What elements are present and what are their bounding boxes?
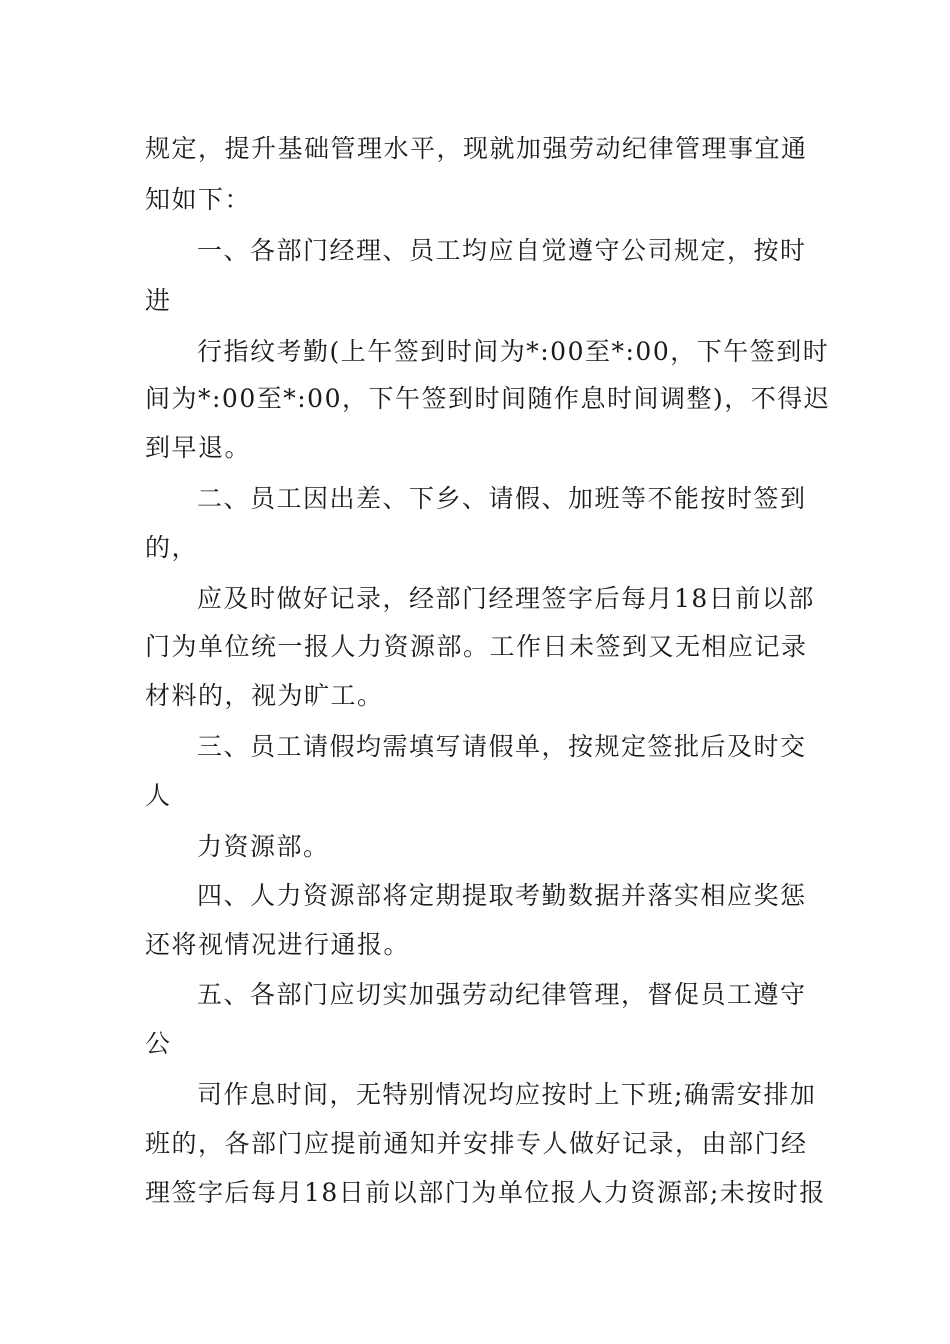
text-line: 应及时做好记录，经部门经理签字后每月18日前以部 xyxy=(197,584,815,613)
text-line: 一、各部门经理、员工均应自觉遵守公司规定，按时 xyxy=(197,236,807,265)
text-line: 四、人力资源部将定期提取考勤数据并落实相应奖惩 xyxy=(197,881,807,910)
text-line: 到早退。 xyxy=(145,433,252,462)
text-line: 五、各部门应切实加强劳动纪律管理，督促员工遵守 xyxy=(197,980,807,1009)
text-line: 理签字后每月18日前以部门为单位报人力资源部;未按时报 xyxy=(145,1178,826,1207)
text-line: 公 xyxy=(145,1029,172,1058)
text-line: 司作息时间，无特别情况均应按时上下班;确需安排加 xyxy=(197,1080,817,1109)
text-line: 还将视情况进行通报。 xyxy=(145,930,411,959)
text-line: 知如下： xyxy=(145,185,252,214)
text-line: 的， xyxy=(145,533,199,562)
text-line: 材料的，视为旷工。 xyxy=(145,681,384,710)
text-line: 间为*:00至*:00，下午签到时间随作息时间调整)，不得迟 xyxy=(145,384,831,413)
text-line: 力资源部。 xyxy=(197,832,330,861)
text-line: 门为单位统一报人力资源部。工作日未签到又无相应记录 xyxy=(145,632,808,661)
text-line: 规定，提升基础管理水平，现就加强劳动纪律管理事宜通 xyxy=(145,134,808,163)
text-line: 三、员工请假均需填写请假单，按规定签批后及时交 xyxy=(197,732,807,761)
text-line: 人 xyxy=(145,781,172,810)
text-line: 行指纹考勤(上午签到时间为*:00至*:00，下午签到时 xyxy=(197,337,830,366)
text-line: 进 xyxy=(145,286,172,315)
text-line: 二、员工因出差、下乡、请假、加班等不能按时签到 xyxy=(197,484,807,513)
text-line: 班的，各部门应提前通知并安排专人做好记录，由部门经 xyxy=(145,1129,808,1158)
